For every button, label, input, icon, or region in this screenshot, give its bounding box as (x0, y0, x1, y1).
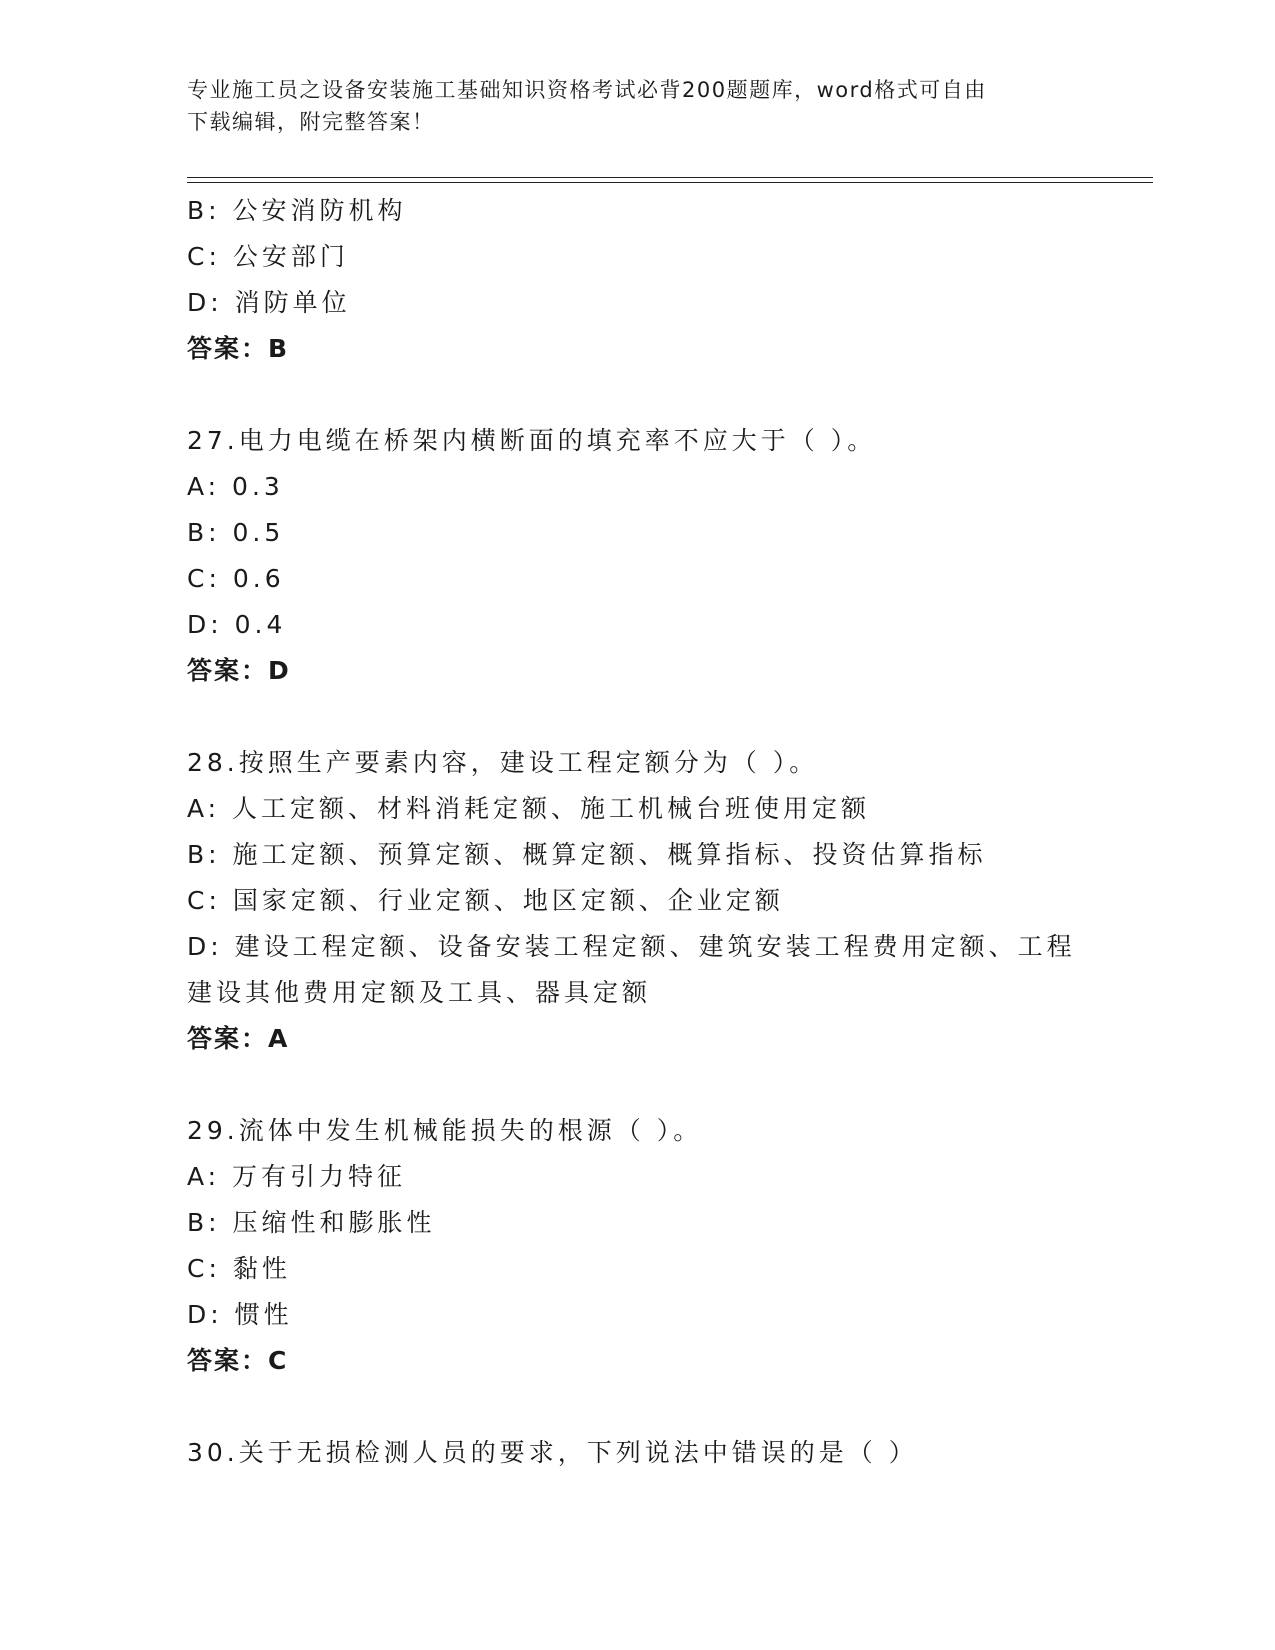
option-text: 黏性 (232, 1254, 291, 1283)
option-label: A: (187, 1162, 221, 1191)
option-text: 国家定额、行业定额、地区定额、企业定额 (232, 886, 784, 915)
option-b (187, 1200, 1087, 1246)
option-a (187, 1154, 1087, 1200)
spacer (187, 694, 1087, 740)
option-text: 公安消防机构 (232, 196, 407, 225)
question-26-tail (187, 188, 1087, 372)
question-28 (187, 740, 1087, 1062)
answer: 答案：D (187, 656, 291, 685)
option-a (187, 464, 1087, 510)
question-27 (187, 418, 1087, 694)
spacer (187, 372, 1087, 418)
header-line-1: 专业施工员之设备安装施工基础知识资格考试必背200题题库，word格式可自由 (187, 78, 987, 102)
option-text: 万有引力特征 (232, 1162, 407, 1191)
option-label: C: (187, 1254, 221, 1283)
option-label: B: (187, 840, 221, 869)
header-rule-top (187, 177, 1153, 178)
answer: 答案：C (187, 1346, 289, 1375)
spacer (187, 1384, 1087, 1430)
option-label: B: (187, 196, 221, 225)
question-stem: 27.电力电缆在桥架内横断面的填充率不应大于（ ）。 (187, 426, 877, 455)
option-label: B: (187, 1208, 221, 1237)
option-label: D: (187, 932, 223, 961)
option-text: 惯性 (234, 1300, 293, 1329)
option-text: 公安部门 (232, 242, 349, 271)
option-label: A: (187, 794, 221, 823)
option-text: 0.4 (234, 610, 287, 639)
header-line-2: 下载编辑，附完整答案！ (187, 110, 435, 134)
answer: 答案：B (187, 334, 290, 363)
spacer (187, 1062, 1087, 1108)
question-content (187, 188, 1087, 1476)
option-d (187, 602, 1087, 648)
option-b (187, 510, 1087, 556)
answer: 答案：A (187, 1024, 290, 1053)
option-d (187, 924, 1087, 970)
option-b (187, 832, 1087, 878)
option-label: D: (187, 610, 223, 639)
option-label: C: (187, 242, 221, 271)
option-a (187, 786, 1087, 832)
option-label: C: (187, 564, 221, 593)
option-c (187, 234, 1087, 280)
question-stem: 29.流体中发生机械能损失的根源（ ）。 (187, 1116, 703, 1145)
option-text: 0.6 (232, 564, 285, 593)
option-label: A: (187, 472, 221, 501)
option-text: 人工定额、材料消耗定额、施工机械台班使用定额 (232, 794, 871, 823)
header-rule-bottom (187, 182, 1153, 183)
option-text: 施工定额、预算定额、概算定额、概算指标、投资估算指标 (232, 840, 987, 869)
option-d (187, 280, 1087, 326)
question-30 (187, 1430, 1087, 1476)
option-label: B: (187, 518, 221, 547)
option-label: D: (187, 288, 223, 317)
option-d-continuation: 建设其他费用定额及工具、器具定额 (187, 978, 652, 1007)
option-text: 0.3 (232, 472, 284, 501)
option-d (187, 1292, 1087, 1338)
option-c (187, 556, 1087, 602)
option-text: 建设工程定额、设备安装工程定额、建筑安装工程费用定额、工程 (234, 932, 1076, 961)
option-text: 0.5 (232, 518, 285, 547)
option-b (187, 188, 1087, 234)
option-label: C: (187, 886, 221, 915)
option-text: 消防单位 (234, 288, 351, 317)
question-29 (187, 1108, 1087, 1384)
option-label: D: (187, 1300, 223, 1329)
option-c (187, 1246, 1087, 1292)
question-stem: 28.按照生产要素内容，建设工程定额分为（ ）。 (187, 748, 819, 777)
document-header (187, 74, 1087, 138)
option-c (187, 878, 1087, 924)
option-text: 压缩性和膨胀性 (232, 1208, 436, 1237)
question-stem: 30.关于无损检测人员的要求，下列说法中错误的是（ ） (187, 1438, 918, 1467)
